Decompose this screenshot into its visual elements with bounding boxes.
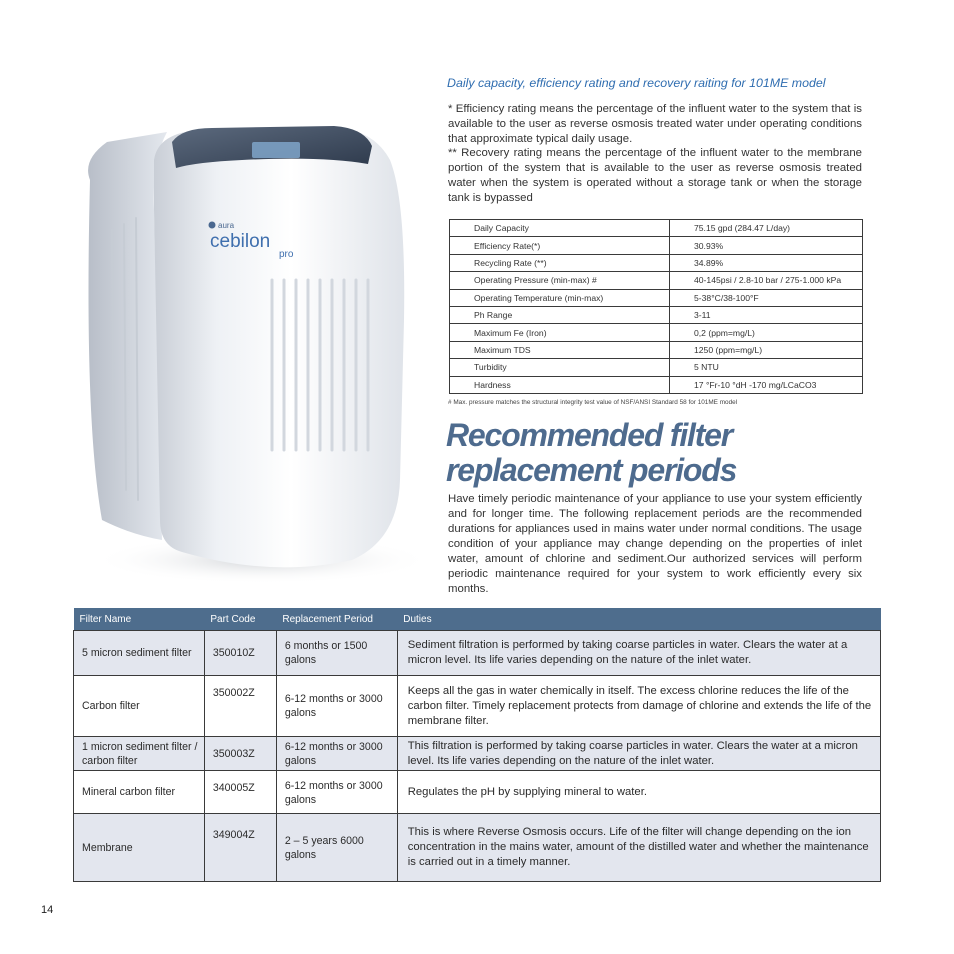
filter-name: 5 micron sediment filter xyxy=(74,631,205,676)
table-row xyxy=(74,631,881,676)
spec-value: 17 °Fr-10 °dH -170 mg/LCaCO3 xyxy=(670,376,863,393)
filter-table-header xyxy=(74,608,881,631)
spec-value: 40-145psi / 2.8-10 bar / 275-1.000 kPa xyxy=(670,272,863,289)
aura-logo-icon xyxy=(209,222,216,229)
duties: This filtration is performed by taking coarse particles in water. Clears the water at a micron level. Its life varies depending on the nature of the inlet water. xyxy=(397,737,880,771)
recommended-heading-line2: replacement periods xyxy=(446,452,737,488)
part-code: 349004Z xyxy=(204,814,276,882)
spec-label: Recycling Rate (**) xyxy=(450,254,670,271)
spec-value: 30.93% xyxy=(670,237,863,254)
replacement-period: 6-12 months or 3000 galons xyxy=(276,771,397,814)
spec-value: 75.15 gpd (284.47 L/day) xyxy=(670,220,863,237)
spec-row xyxy=(450,376,863,393)
spec-row xyxy=(450,324,863,341)
recommended-body: Have timely periodic maintenance of your appliance to use your system efficiently and for longer time. The following replacement periods are the recommended durations for appliances used in mains water under normal conditions. The usage condition of your appliance may change depending on the properties of inlet water, amount of chlorine and sediment.Our authorized services will perform periodic maintenance required for your system to work efficiently every six months. xyxy=(448,493,862,595)
spec-label: Efficiency Rate(*) xyxy=(450,237,670,254)
brand-sub: pro xyxy=(279,249,294,260)
part-code: 350002Z xyxy=(204,676,276,737)
spec-footnote: # Max. pressure matches the structural integrity test value of NSF/ANSI Standard 58 for 101ME model xyxy=(448,399,738,406)
spec-label: Ph Range xyxy=(450,306,670,323)
filter-name: 1 micron sediment filter / carbon filter xyxy=(74,737,205,771)
replacement-period: 6-12 months or 3000 galons xyxy=(276,676,397,737)
recovery-note: ** Recovery rating means the percentage of the influent water to the membrane portion of the system that is available to the user as reverse osmosis treated water when the system is operated without a storage tank or when the storage tank is bypassed xyxy=(448,147,862,204)
spec-value: 3-11 xyxy=(670,306,863,323)
spec-row xyxy=(450,254,863,271)
recommended-heading-line1: Recommended filter xyxy=(446,417,733,453)
spec-table xyxy=(449,219,863,394)
spec-label: Operating Temperature (min-max) xyxy=(450,289,670,306)
brand-small: aura xyxy=(218,221,235,230)
part-code: 350010Z xyxy=(204,631,276,676)
spec-value: 1250 (ppm=mg/L) xyxy=(670,341,863,358)
spec-row xyxy=(450,359,863,376)
header-part-code: Part Code xyxy=(204,608,276,631)
page-number: 14 xyxy=(41,904,54,916)
spec-label: Turbidity xyxy=(450,359,670,376)
header-filter-name: Filter Name xyxy=(74,608,205,631)
efficiency-note: * Efficiency rating means the percentage of the influent water to the system that is available to the user as reverse osmosis treated water under operating conditions that approximate typical daily usage. xyxy=(448,103,862,145)
part-code: 340005Z xyxy=(204,771,276,814)
filter-name: Mineral carbon filter xyxy=(74,771,205,814)
spec-value: 5 NTU xyxy=(670,359,863,376)
spec-label: Maximum TDS xyxy=(450,341,670,358)
product-image xyxy=(72,120,422,590)
table-row xyxy=(74,814,881,882)
spec-label: Daily Capacity xyxy=(450,220,670,237)
capacity-heading: Daily capacity, efficiency rating and recovery raiting for 101ME model xyxy=(447,76,826,90)
header-duties: Duties xyxy=(397,608,880,631)
spec-row xyxy=(450,237,863,254)
table-row xyxy=(74,771,881,814)
table-row xyxy=(74,676,881,737)
spec-row xyxy=(450,220,863,237)
spec-value: 0,2 (ppm=mg/L) xyxy=(670,324,863,341)
replacement-period: 6 months or 1500 galons xyxy=(276,631,397,676)
replacement-period: 6-12 months or 3000 galons xyxy=(276,737,397,771)
spec-label: Maximum Fe (Iron) xyxy=(450,324,670,341)
spec-row xyxy=(450,306,863,323)
header-replacement-period: Replacement Period xyxy=(276,608,397,631)
duties: Keeps all the gas in water chemically in itself. The excess chlorine reduces the life of the carbon filter. Timely replacement protects from damage of chlorine and extends the life of the membrane filter. xyxy=(397,676,880,737)
filter-name: Carbon filter xyxy=(74,676,205,737)
spec-value: 34.89% xyxy=(670,254,863,271)
recommended-heading xyxy=(446,418,866,488)
brand-name: cebilon xyxy=(210,231,271,252)
filter-table xyxy=(73,608,881,882)
spec-label: Hardness xyxy=(450,376,670,393)
spec-label: Operating Pressure (min-max) # xyxy=(450,272,670,289)
spec-row xyxy=(450,272,863,289)
duties: Regulates the pH by supplying mineral to water. xyxy=(397,771,880,814)
spec-value: 5-38°C/38-100°F xyxy=(670,289,863,306)
replacement-period: 2 – 5 years 6000 galons xyxy=(276,814,397,882)
table-row xyxy=(74,737,881,771)
duties: This is where Reverse Osmosis occurs. Life of the filter will change depending on the ion concentration in the mains water, amount of the distilled water and whether the maintenance is carried out in a timely manner. xyxy=(397,814,880,882)
part-code: 350003Z xyxy=(204,737,276,771)
spec-row xyxy=(450,289,863,306)
filter-name: Membrane xyxy=(74,814,205,882)
spec-row xyxy=(450,341,863,358)
duties: Sediment filtration is performed by taking coarse particles in water. Clears the water at a micron level. Its life varies depending on the nature of the inlet water. xyxy=(397,631,880,676)
